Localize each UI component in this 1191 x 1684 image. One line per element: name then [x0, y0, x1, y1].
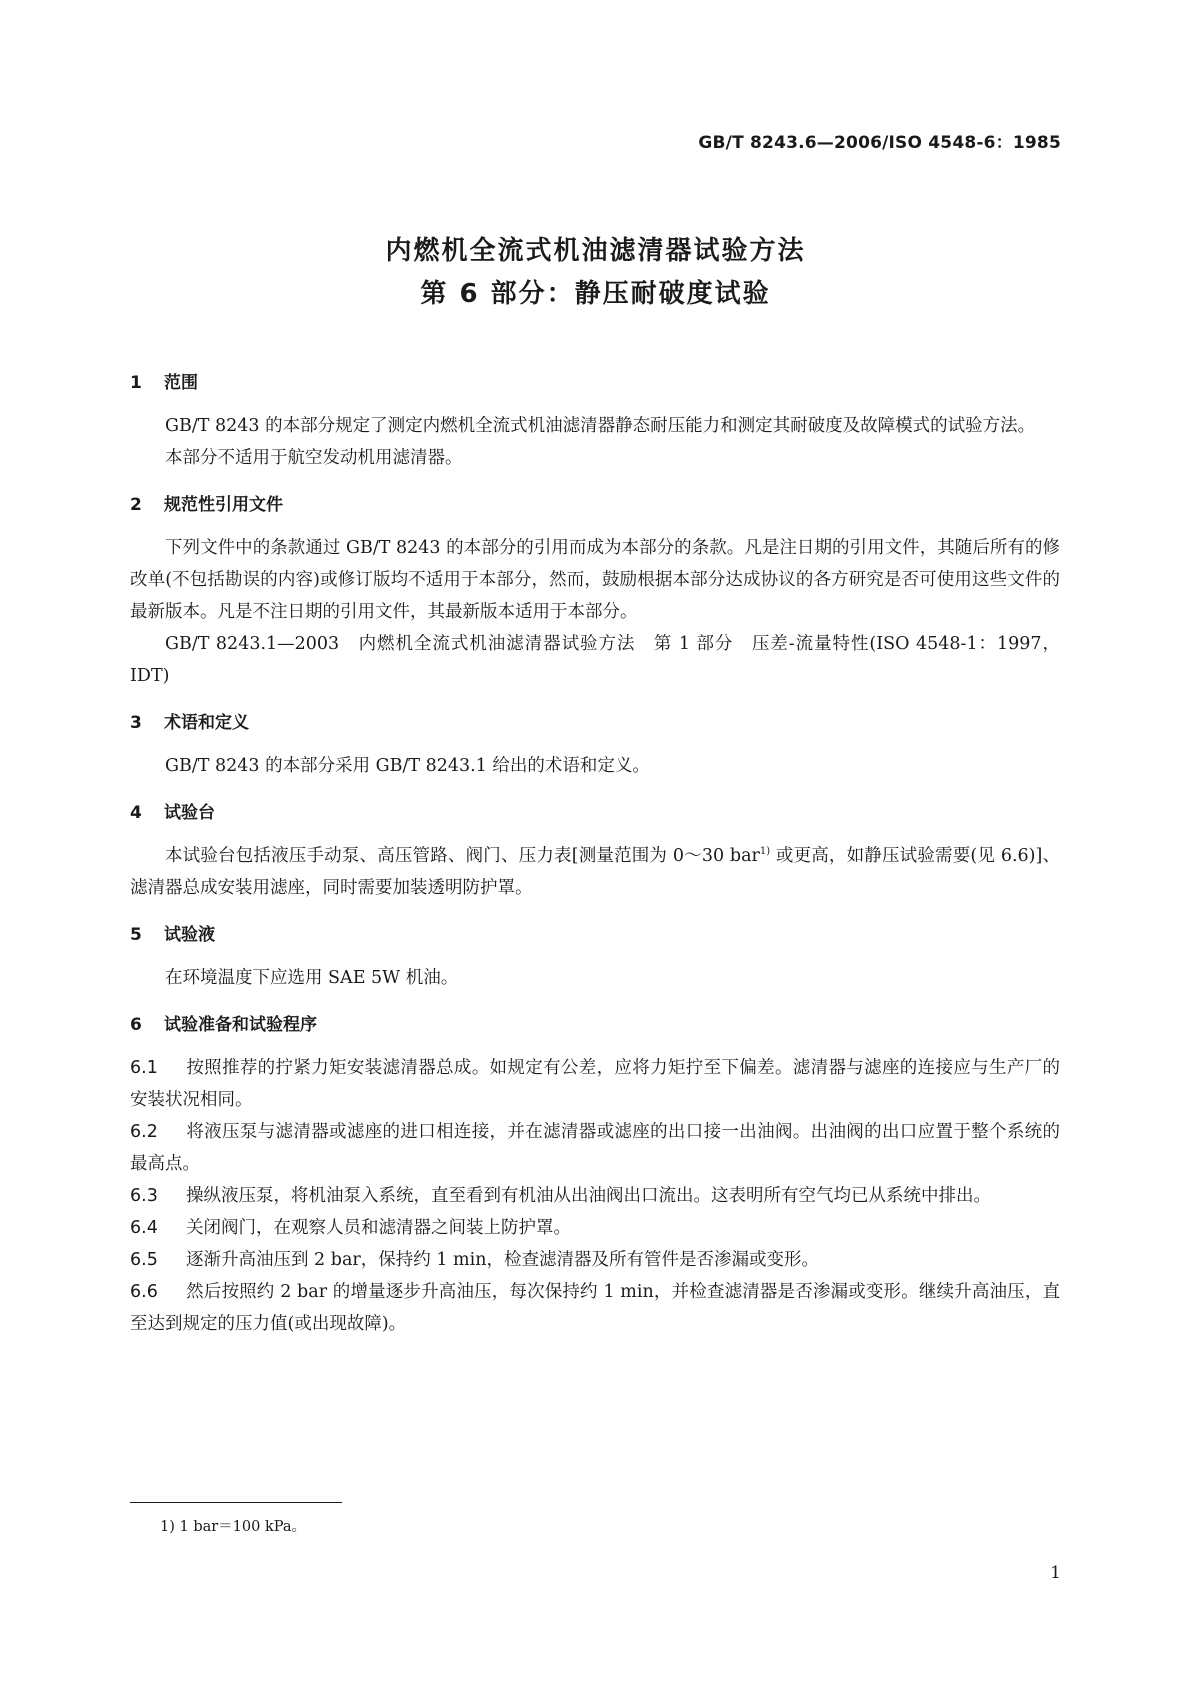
footnote-divider	[130, 1502, 342, 1503]
paragraph	[130, 840, 1060, 904]
section-number: 6	[130, 1015, 142, 1035]
clause-number: 6.5	[130, 1250, 158, 1270]
section-heading-scope	[130, 368, 1060, 398]
clause-6-3	[130, 1180, 1060, 1212]
clause-6-1	[130, 1052, 1060, 1116]
paragraph-text: 或更高，如静压试验需要(见 6.6)]、滤清器总成安装用滤座，同时需要加装透明防护罩。	[130, 846, 1060, 898]
clause-text: 然后按照约 2 bar 的增量逐步升高油压，每次保持约 1 min，并检查滤清器是否渗漏或变形。继续升高油压，直至达到规定的压力值(或出现故障)。	[130, 1282, 1060, 1334]
standard-code: GB/T 8243.6—2006/ISO 4548-6：1985	[698, 133, 1061, 153]
paragraph: 下列文件中的条款通过 GB/T 8243 的本部分的引用而成为本部分的条款。凡是注日期的引用文件，其随后所有的修改单(不包括勘误的内容)或修订版均不适用于本部分，然而，鼓励根据本部分达成协议的各方研究是否可使用这些文件的最新版本。凡是不注日期的引用文件，其最新版本适用于本部分。	[130, 538, 1060, 622]
section-heading-terms	[130, 708, 1060, 738]
clause-6-4	[130, 1212, 1060, 1244]
document-subtitle: 第 6 部分：静压耐破度试验	[420, 279, 771, 309]
page-number: 1	[1050, 1563, 1061, 1583]
clause-text: 将液压泵与滤清器或滤座的进口相连接，并在滤清器或滤座的出口接一出油阀。出油阀的出口应置于整个系统的最高点。	[130, 1122, 1060, 1174]
section-number: 1	[130, 373, 142, 393]
document-body	[130, 368, 1060, 1340]
paragraph: GB/T 8243 的本部分采用 GB/T 8243.1 给出的术语和定义。	[165, 756, 650, 776]
clause-number: 6.2	[130, 1122, 158, 1142]
reference-entry: GB/T 8243.1—2003 内燃机全流式机油滤清器试验方法 第 1 部分 压差-流量特性(ISO 4548-1：1997，IDT)	[130, 634, 1060, 686]
section-title: 试验台	[164, 803, 215, 823]
clause-6-2	[130, 1116, 1060, 1180]
section-title: 试验准备和试验程序	[164, 1015, 317, 1035]
section-heading-procedure	[130, 1010, 1060, 1040]
clause-number: 6.4	[130, 1218, 158, 1238]
clause-6-6	[130, 1276, 1060, 1340]
clause-text: 操纵液压泵，将机油泵入系统，直至看到有机油从出油阀出口流出。这表明所有空气均已从系统中排出。	[186, 1186, 991, 1206]
clause-text: 关闭阀门，在观察人员和滤清器之间装上防护罩。	[186, 1218, 571, 1238]
section-title: 术语和定义	[164, 713, 249, 733]
section-title: 试验液	[164, 925, 215, 945]
section-title: 范围	[164, 373, 198, 393]
section-number: 3	[130, 713, 142, 733]
footnote-marker: 1)	[759, 846, 771, 858]
clause-6-5	[130, 1244, 1060, 1276]
section-heading-normative-references	[130, 490, 1060, 520]
clause-number: 6.1	[130, 1058, 158, 1078]
section-title: 规范性引用文件	[164, 495, 283, 515]
section-heading-test-fluid	[130, 920, 1060, 950]
clause-number: 6.3	[130, 1186, 158, 1206]
footnote: 1) 1 bar＝100 kPa。	[160, 1519, 307, 1535]
section-number: 2	[130, 495, 142, 515]
section-number: 5	[130, 925, 142, 945]
document-title: 内燃机全流式机油滤清器试验方法	[385, 236, 806, 266]
paragraph-text: 本试验台包括液压手动泵、高压管路、阀门、压力表[测量范围为 0～30 bar	[165, 846, 760, 866]
clause-text: 按照推荐的拧紧力矩安装滤清器总成。如规定有公差，应将力矩拧至下偏差。滤清器与滤座的连接应与生产厂的安装状况相同。	[130, 1058, 1060, 1110]
paragraph: 本部分不适用于航空发动机用滤清器。	[165, 448, 463, 468]
section-number: 4	[130, 803, 142, 823]
paragraph: GB/T 8243 的本部分规定了测定内燃机全流式机油滤清器静态耐压能力和测定其耐破度及故障模式的试验方法。	[165, 416, 1036, 436]
section-heading-test-rig	[130, 798, 1060, 828]
paragraph: 在环境温度下应选用 SAE 5W 机油。	[165, 968, 459, 988]
clause-number: 6.6	[130, 1282, 158, 1302]
clause-text: 逐渐升高油压到 2 bar，保持约 1 min，检查滤清器及所有管件是否渗漏或变形。	[186, 1250, 819, 1270]
